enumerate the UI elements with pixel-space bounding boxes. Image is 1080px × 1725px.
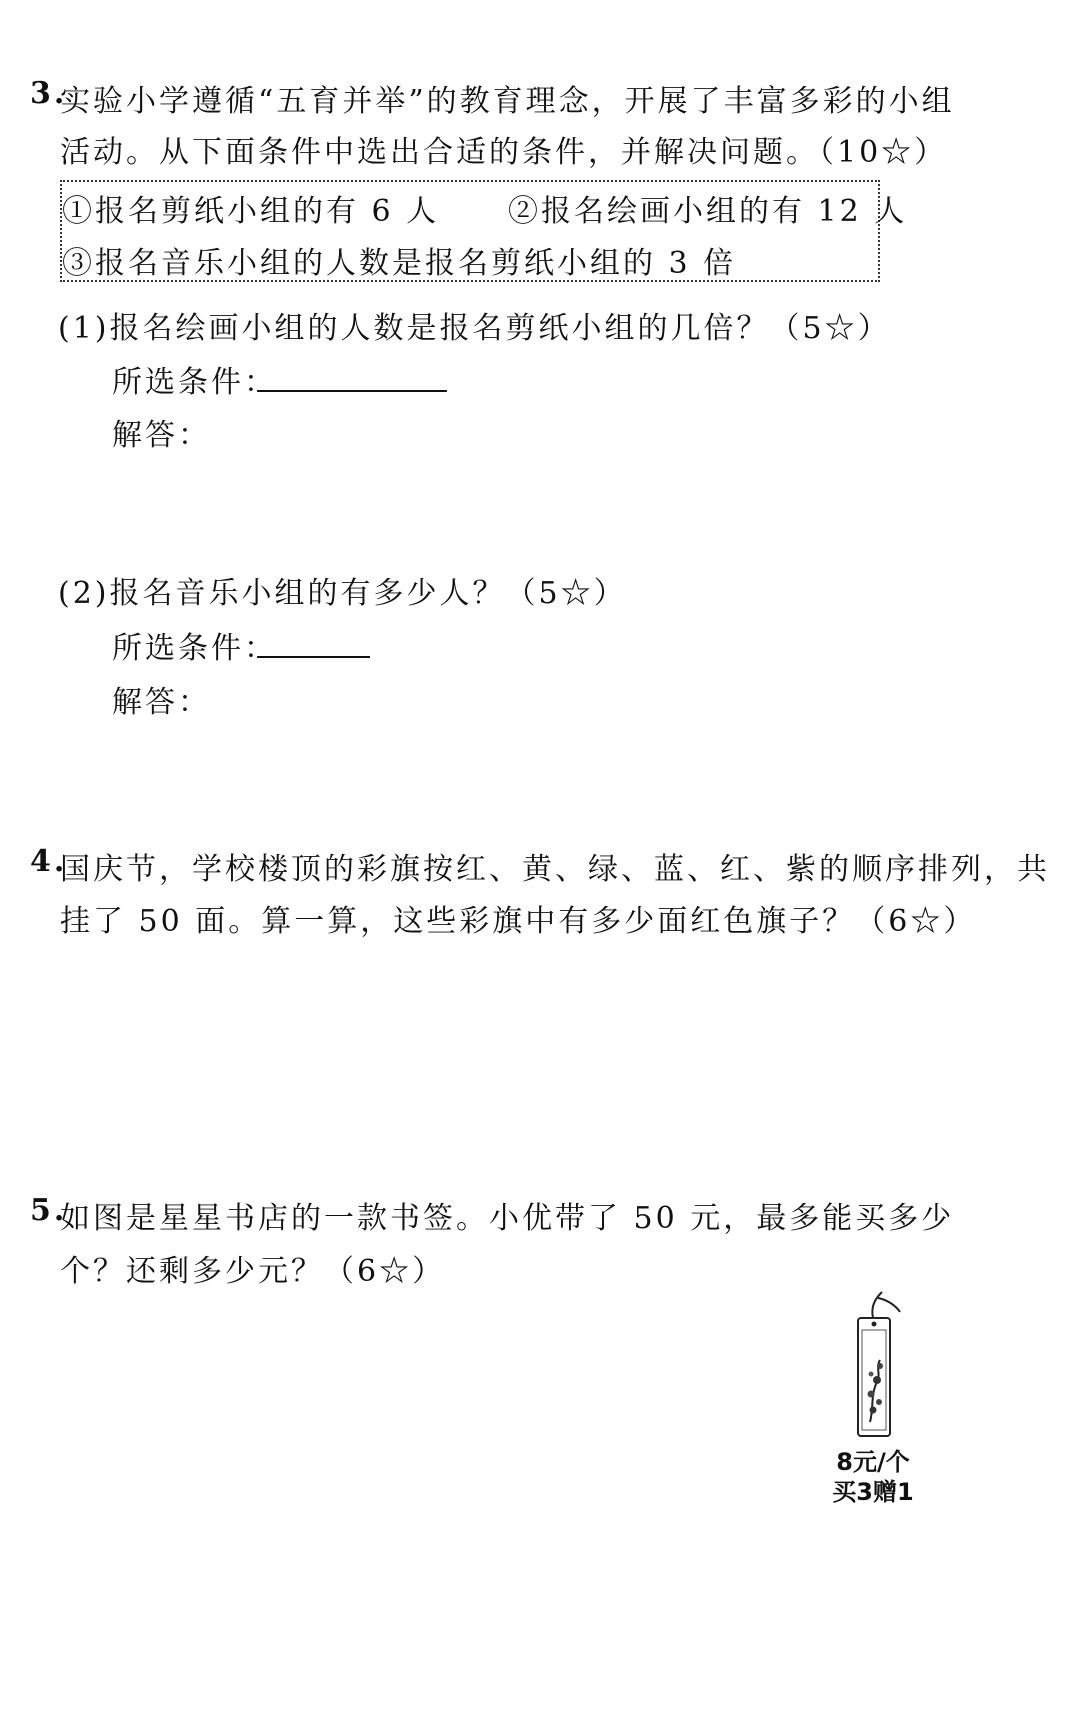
q3-text-line2: 活动。从下面条件中选出合适的条件，并解决问题。（10☆）	[60, 135, 948, 170]
condition-1: ①报名剪纸小组的有 6 人	[62, 194, 440, 229]
q5-text-line2: 个？还剩多少元？（6☆）	[60, 1254, 446, 1289]
q5-text-line1: 如图是星星书店的一款书签。小优带了 50 元，最多能买多少	[60, 1201, 955, 1236]
q3-sub2-answer-label: 解答：	[112, 685, 211, 720]
q3-sub1-answer-label: 解答：	[112, 418, 211, 453]
q4-text-line2: 挂了 50 面。算一算，这些彩旗中有多少面红色旗子？（6☆）	[60, 904, 977, 939]
q3-text-line1: 实验小学遵循“五育并举”的教育理念，开展了丰富多彩的小组	[60, 84, 955, 119]
q3-sub2-select-blank[interactable]	[257, 656, 370, 658]
q3-number: 3.	[30, 76, 68, 111]
condition-2: ②报名绘画小组的有 12 人	[508, 194, 908, 229]
q3-sub2-answer-area[interactable]	[112, 717, 872, 817]
bookmark-price: 8元/个	[836, 1448, 910, 1476]
q5-answer-area[interactable]	[60, 1300, 780, 1600]
q3-sub1-answer-area[interactable]	[112, 450, 872, 560]
q4-answer-area[interactable]	[60, 945, 920, 1175]
q5-number: 5.	[30, 1193, 68, 1228]
bookmark-promo: 买3赠1	[832, 1478, 914, 1506]
q3-sub2-select-label: 所选条件：	[112, 631, 277, 666]
q3-sub2-question: (2)报名音乐小组的有多少人？（5☆）	[58, 576, 627, 611]
bookmark-icon	[818, 1290, 928, 1440]
q3-sub1-select-label: 所选条件：	[112, 365, 277, 400]
bookmark-figure	[818, 1290, 928, 1506]
q3-sub1-select-blank[interactable]	[257, 390, 447, 392]
q4-number: 4.	[30, 844, 68, 879]
q4-text-line1: 国庆节，学校楼顶的彩旗按红、黄、绿、蓝、红、紫的顺序排列，共	[60, 852, 1050, 887]
q3-sub1-question: (1)报名绘画小组的人数是报名剪纸小组的几倍？（5☆）	[58, 311, 891, 346]
condition-3: ③报名音乐小组的人数是报名剪纸小组的 3 倍	[62, 246, 737, 281]
